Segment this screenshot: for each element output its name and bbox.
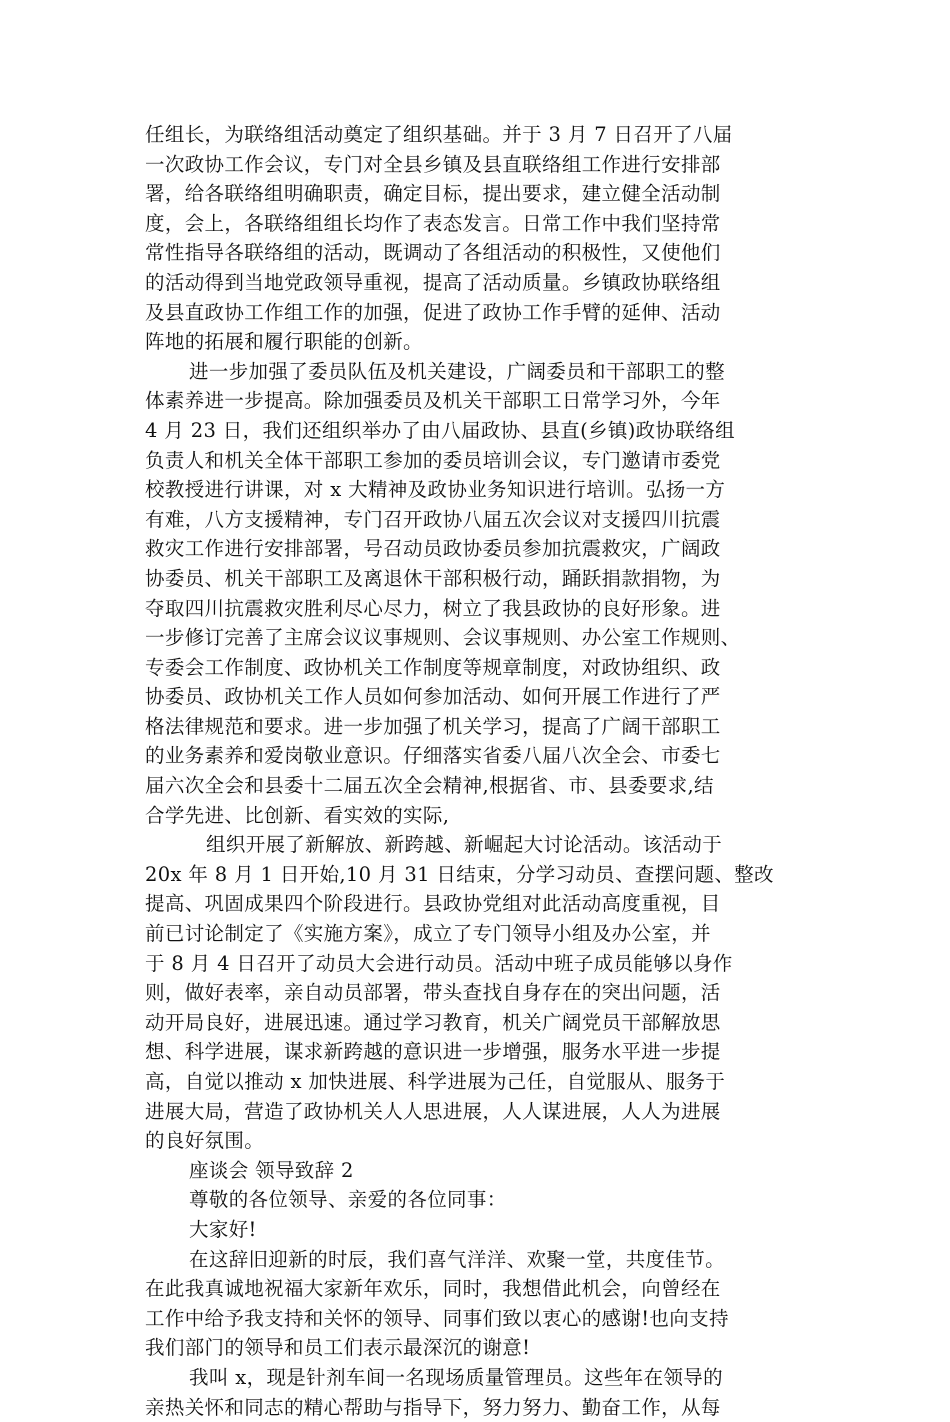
text-line: 负责人和机关全体干部职工参加的委员培训会议，专门邀请市委党 <box>145 448 721 472</box>
text-line: 组织开展了新解放、新跨越、新崛起大讨论活动。该活动于 <box>206 833 723 857</box>
text-line: 大家好! <box>189 1217 257 1241</box>
text-line: 4 月 23 日，我们还组织举办了由八届政协、县直(乡镇)政协联络组 <box>145 418 735 442</box>
text-line: 协委员、机关干部职工及离退休干部积极行动，踊跃捐款捐物，为 <box>145 566 721 590</box>
text-line: 进展大局，营造了政协机关人人思进展，人人谋进展，人人为进展 <box>145 1099 721 1123</box>
text-line: 提高、巩固成果四个阶段进行。县政协党组对此活动高度重视，目 <box>145 892 721 916</box>
text-line: 格法律规范和要求。进一步加强了机关学习，提高了广阔干部职工 <box>145 714 721 738</box>
text-line: 的活动得到当地党政领导重视，提高了活动质量。乡镇政协联络组 <box>145 270 721 294</box>
text-line: 则，做好表率，亲自动员部署，带头查找自身存在的突出问题，活 <box>145 981 721 1005</box>
text-line: 夺取四川抗震救灾胜利尽心尽力，树立了我县政协的良好形象。进 <box>145 596 721 620</box>
text-line: 阵地的拓展和履行职能的创新。 <box>145 330 423 354</box>
text-line: 合学先进、比创新、看实效的实际, <box>145 803 450 827</box>
text-line: 在这辞旧迎新的时辰，我们喜气洋洋、欢聚一堂，共度佳节。 <box>189 1247 725 1271</box>
text-line: 度，会上，各联络组组长均作了表态发言。日常工作中我们坚持常 <box>145 211 721 235</box>
text-line: 想、科学进展，谋求新跨越的意识进一步增强，服务水平进一步提 <box>145 1040 721 1064</box>
text-line: 届六次全会和县委十二届五次全会精神,根据省、市、县委要求,结 <box>145 774 714 798</box>
text-line: 在此我真诚地祝福大家新年欢乐，同时，我想借此机会，向曾经在 <box>145 1277 721 1301</box>
text-line: 校教授进行讲课，对 x 大精神及政协业务知识进行培训。弘扬一方 <box>145 478 726 502</box>
text-line: 的良好氛围。 <box>145 1129 265 1153</box>
text-line: 工作中给予我支持和关怀的领导、同事们致以衷心的感谢!也向支持 <box>145 1306 729 1330</box>
text-line: 及县直政协工作组工作的加强，促进了政协工作手臂的延伸、活动 <box>145 300 721 324</box>
text-line: 前已讨论制定了《实施方案》，成立了专门领导小组及办公室，并 <box>145 922 711 946</box>
text-line: 一次政协工作会议，专门对全县乡镇及县直联络组工作进行安排部 <box>145 152 721 176</box>
text-line: 亲热关怀和同志的精心帮助与指导下，努力努力、勤奋工作，从每 <box>145 1395 721 1419</box>
text-line: 常性指导各联络组的活动，既调动了各组活动的积极性，又使他们 <box>145 241 721 265</box>
text-line: 动开局良好，进展迅速。通过学习教育，机关广阔党员干部解放思 <box>145 1010 721 1034</box>
text-line: 尊敬的各位领导、亲爱的各位同事： <box>189 1188 507 1212</box>
text-line: 有难，八方支援精神，专门召开政协八届五次会议对支援四川抗震 <box>145 507 721 531</box>
text-line: 任组长，为联络组活动奠定了组织基础。并于 3 月 7 日召开了八届 <box>145 123 733 146</box>
text-line: 于 8 月 4 日召开了动员大会进行动员。活动中班子成员能够以身作 <box>145 951 733 975</box>
text-line: 署，给各联络组明确职责，确定目标，提出要求，建立健全活动制 <box>145 182 721 206</box>
text-line: 我叫 x，现是针剂车间一名现场质量管理员。这些年在领导的 <box>189 1365 723 1389</box>
document-body <box>145 120 825 1422</box>
text-line: 协委员、政协机关工作人员如何参加活动、如何开展工作进行了严 <box>145 685 721 709</box>
text-line: 我们部门的领导和员工们表示最深沉的谢意! <box>145 1336 531 1360</box>
text-line: 的业务素养和爱岗敬业意识。仔细落实省委八届八次全会、市委七 <box>145 744 721 768</box>
text-line: 20x 年 8 月 1 日开始,10 月 31 日结束，分学习动员、查摆问题、整改 <box>145 862 774 886</box>
text-line: 救灾工作进行安排部署，号召动员政协委员参加抗震救灾，广阔政 <box>145 537 721 561</box>
text-line: 座谈会 领导致辞 2 <box>189 1158 354 1182</box>
text-line: 专委会工作制度、政协机关工作制度等规章制度，对政协组织、政 <box>145 655 721 679</box>
text-line: 体素养进一步提高。除加强委员及机关干部职工日常学习外，今年 <box>145 389 721 413</box>
text-line: 一步修订完善了主席会议议事规则、会议事规则、办公室工作规则、 <box>145 626 741 650</box>
text-line: 高，自觉以推动 x 加快进展、科学进展为己任，自觉服从、服务于 <box>145 1070 726 1093</box>
text-line: 进一步加强了委员队伍及机关建设，广阔委员和干部职工的整 <box>189 359 725 383</box>
